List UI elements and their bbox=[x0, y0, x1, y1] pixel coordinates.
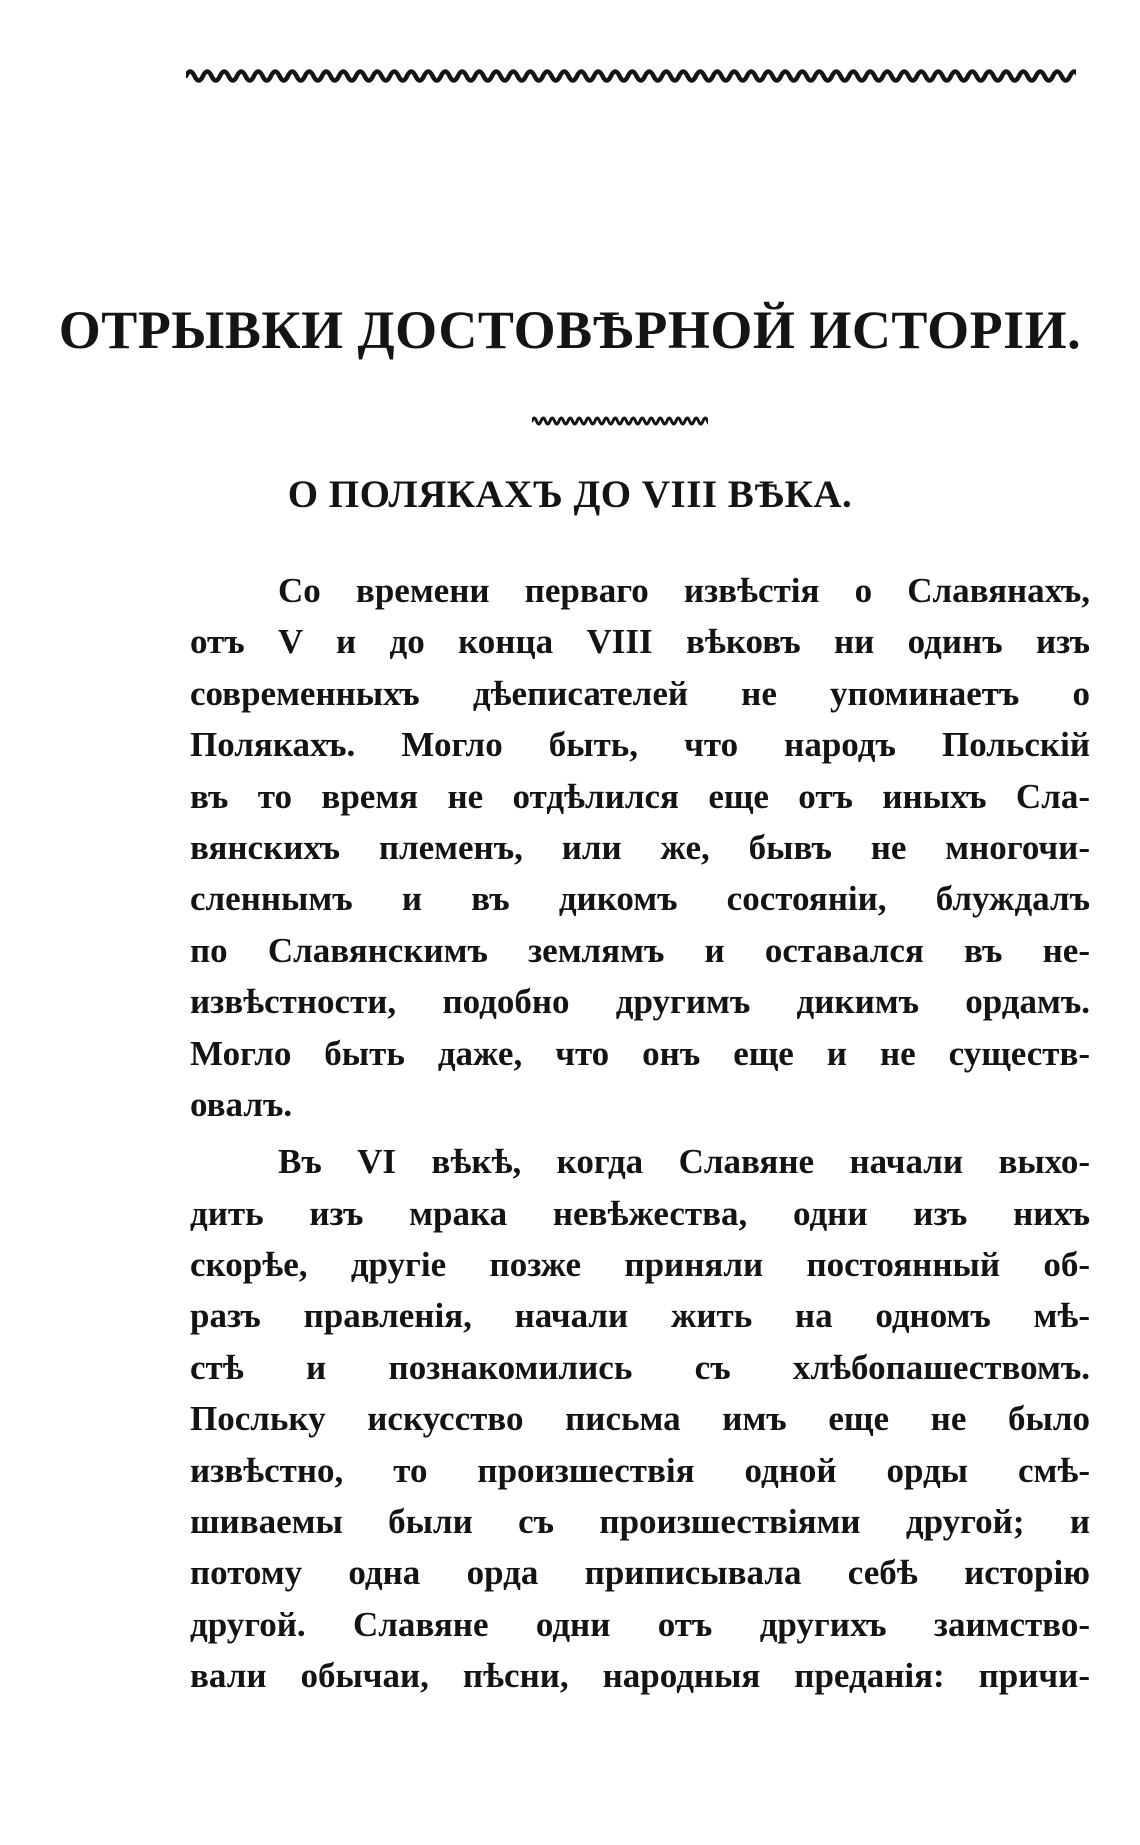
text-line: стѣ и познакомились съ хлѣбопашествомъ. bbox=[190, 1347, 1090, 1387]
text-line: вали обычаи, пѣсни, народныя преданія: причи- bbox=[190, 1656, 1090, 1696]
text-line: извѣстности, подобно другимъ дикимъ ордамъ. bbox=[190, 982, 1090, 1022]
text-line: Полякахъ. Могло быть, что народъ Польскій bbox=[190, 725, 1090, 765]
text-line: потому одна орда приписывала себѣ исторію bbox=[190, 1553, 1090, 1593]
text-line: шиваемы были съ произшествіями другой; и bbox=[190, 1502, 1090, 1542]
text-line: извѣстно, то произшествія одной орды смѣ- bbox=[190, 1450, 1090, 1490]
text-line: скорѣе, другіе позже приняли постоянный об- bbox=[190, 1245, 1090, 1285]
wavy-line bbox=[186, 72, 1076, 81]
wavy-line bbox=[532, 418, 708, 424]
text-line: другой. Славяне одни отъ другихъ заимство- bbox=[190, 1604, 1090, 1644]
text-line: Въ VI вѣкѣ, когда Славяне начали выхо- bbox=[278, 1142, 1090, 1182]
text-line: дить изъ мрака невѣжества, одни изъ нихъ bbox=[190, 1193, 1090, 1233]
page-title: ОТРЫВКИ ДОСТОВѢРНОЙ ИСТОРІИ. bbox=[58, 300, 1082, 360]
section-wavy-rule bbox=[532, 410, 708, 432]
section-title: О ПОЛЯКАХЪ ДО VIII ВѢКА. bbox=[287, 473, 853, 516]
text-line: Посльку искусство письма имъ еще не было bbox=[190, 1399, 1090, 1439]
text-line: по Славянскимъ землямъ и оставался въ не- bbox=[190, 930, 1090, 970]
text-line: Со времени перваго извѣстія о Славянахъ, bbox=[278, 571, 1090, 610]
body-text bbox=[190, 565, 1090, 1702]
text-line: Могло быть даже, что онъ еще и не существ- bbox=[190, 1033, 1090, 1073]
text-line: овалъ. bbox=[190, 1084, 293, 1124]
text-line: разъ правленія, начали жить на одномъ мѣ- bbox=[190, 1296, 1090, 1336]
top-wavy-rule bbox=[186, 62, 1076, 90]
text-line: современныхъ дѣеписателей не упоминаетъ о bbox=[190, 673, 1090, 713]
text-line: отъ V и до конца VIII вѣковъ ни одинъ изъ bbox=[190, 622, 1090, 662]
text-line: вянскихъ племенъ, или же, бывъ не многочи- bbox=[190, 827, 1090, 867]
text-line: сленнымъ и въ дикомъ состояніи, блуждалъ bbox=[190, 879, 1090, 919]
text-line: въ то время не отдѣлился еще отъ иныхъ Сла- bbox=[190, 776, 1090, 816]
